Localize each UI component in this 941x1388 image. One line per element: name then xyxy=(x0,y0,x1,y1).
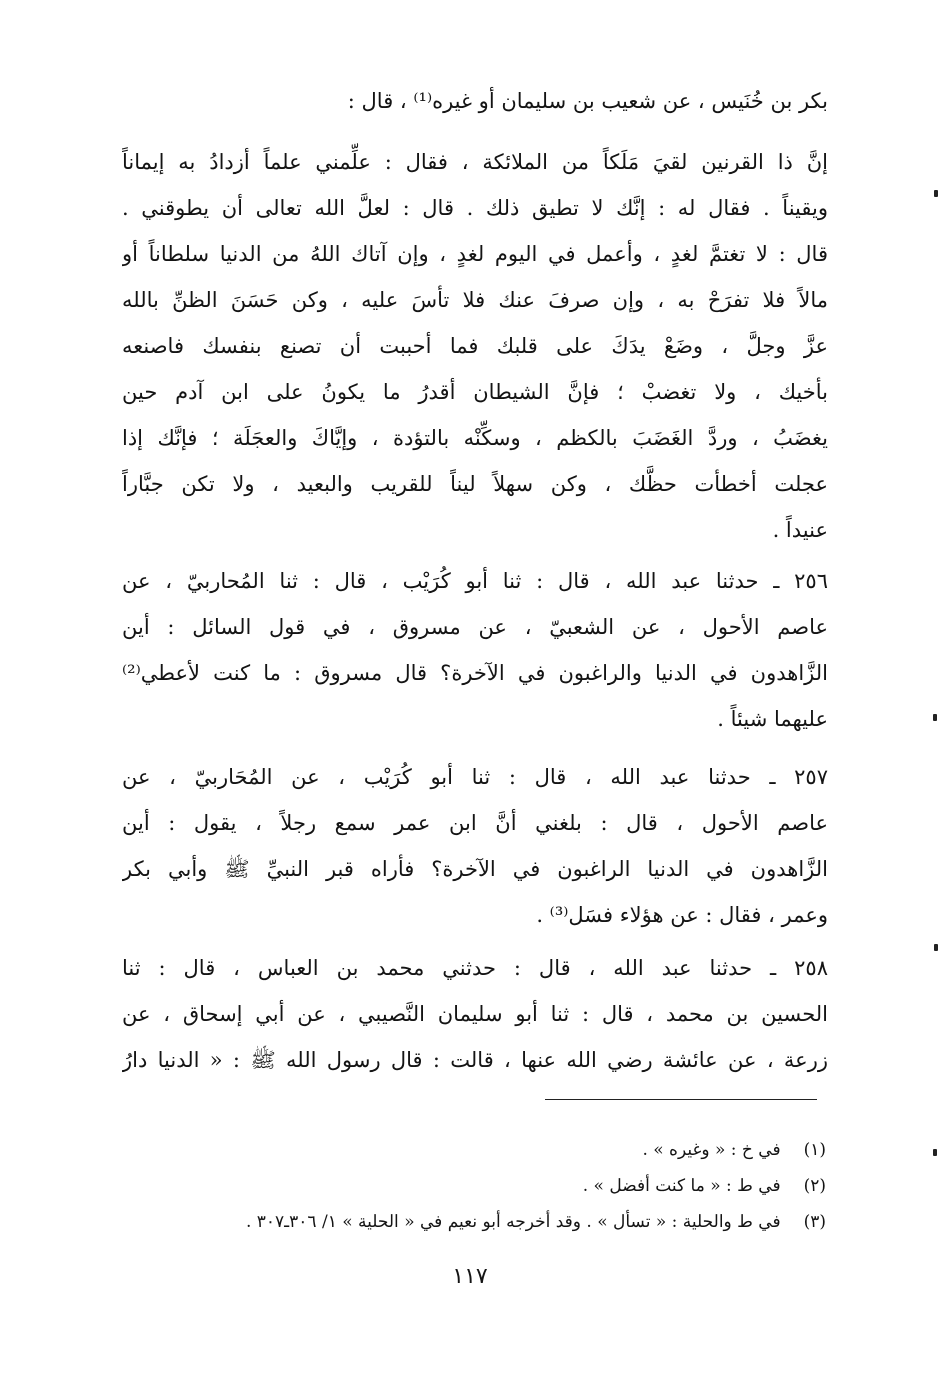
text-line: مالاً فلا تفرَحْ به ، وإن صرفَ عنك فلا تأسَ عليه ، وكن حَسَنَ الظنِّ بالله xyxy=(122,288,828,312)
text-line: الحسين بن محمد ، قال : ثنا أبو سليمان النَّصيبي ، عن أبي إسحاق ، عن xyxy=(122,1002,828,1026)
text-line: الزَّاهدون في الدنيا الراغبون في الآخرة؟ فأراه قبر النبيِّ ﷺ وأبي بكر xyxy=(122,857,828,881)
text-line: ويقيناً . فقال له : إنَّك لا تطيق ذلك . قال : لعلَّ الله تعالى أن يطوقني . xyxy=(122,196,828,220)
page-number: ١١٧ xyxy=(452,1264,488,1289)
text-line: زرعة ، عن عائشة رضي الله عنها ، قالت : قال رسول الله ﷺ : « الدنيا دارُ xyxy=(122,1048,828,1072)
text-line: ٢٥٦ ـ حدثنا عبد الله ، قال : ثنا أبو كُرَيْب ، قال : ثنا المُحاربيّ ، عن xyxy=(122,569,828,593)
intro-text xyxy=(122,78,828,124)
text-line: ٢٥٧ ـ حدثنا عبد الله ، قال : ثنا أبو كُرَيْب ، عن المُحَاربيّ ، عن xyxy=(122,765,828,789)
hadith-257-paragraph xyxy=(122,754,828,938)
text-line: عاصم الأحول ، قال : بلغني أنَّ ابن عمر سمع رجلاً ، يقول : أين xyxy=(122,811,828,835)
footnote-item xyxy=(150,1204,826,1240)
text-line: عليهما شيئاً . xyxy=(717,707,828,731)
hadith-258-paragraph xyxy=(122,945,828,1083)
text-line: عاصم الأحول ، عن الشعبيّ ، عن مسروق ، في قول السائل : أين xyxy=(122,615,828,639)
scan-speck xyxy=(933,1149,937,1156)
text-line: ٢٥٨ ـ حدثنا عبد الله ، قال : حدثني محمد بن العباس ، قال : ثنا xyxy=(122,956,828,980)
text-line: يغضَبُ ، وردَّ الغَضَبَ بالكظم ، وسكِّنْه بالتؤدة ، وإيَّاكَ والعجَلَة ؛ فإنَّك إذا xyxy=(122,426,828,450)
text-line: إنَّ ذا القرنين لقيَ مَلَكاً من الملائكة ، فقال : علِّمني علماً أزدادُ به إيماناً xyxy=(122,150,828,174)
text-line: عجلت أخطأت حظَّك ، وكن سهلاً ليناً للقريب والبعيد ، ولا تكن جبَّاراً xyxy=(122,472,828,496)
footnote-text: في ط والحلية : « تسأل » . وقد أخرجه أبو نعيم في « الحلية » ١/ ٣٠٦ـ٣٠٧ . xyxy=(245,1212,781,1232)
quote-paragraph xyxy=(122,139,828,553)
text-line: قال : لا تغتمَّ لغدٍ ، وأعمل في اليوم لغدٍ ، وإن آتاك اللهُ من الدنيا سلطاناً أو xyxy=(122,242,828,266)
hadith-256-paragraph xyxy=(122,558,828,742)
scan-speck xyxy=(934,944,938,951)
footnote-separator xyxy=(545,1099,817,1100)
text-line: بكر بن خُنَيس ، عن شعيب بن سليمان أو غيره⁽¹⁾ ، قال : xyxy=(347,89,828,113)
scan-speck xyxy=(934,190,938,197)
footnote-item xyxy=(150,1132,826,1168)
footnote-number: (٢) xyxy=(803,1176,826,1196)
text-line: عنيداً . xyxy=(772,518,828,542)
footnote-text: في خ : « وغيره » . xyxy=(642,1140,781,1160)
text-line: بأخيك ، ولا تغضبْ ؛ فإنَّ الشيطان أقدرُ ما يكونُ على ابن آدم حين xyxy=(122,380,828,404)
text-line: الزَّاهدون في الدنيا والراغبون في الآخرة؟ قال مسروق : ما كنت لأعطي⁽²⁾ xyxy=(122,661,828,685)
footnote-text: في ط : « ما كنت أفضل » . xyxy=(582,1176,781,1196)
footnotes xyxy=(150,1132,826,1240)
scan-speck xyxy=(933,714,937,721)
footnote-number: (١) xyxy=(803,1140,826,1160)
footnote-item xyxy=(150,1168,826,1204)
text-line: عزَّ وجلَّ ، وضَعْ يدَكَ على قلبك فما أحببت أن تصنع بنفسك فاصنعه xyxy=(122,334,828,358)
text-line: وعمر ، فقال : عن هؤلاء فسَل⁽³⁾ . xyxy=(536,903,828,927)
footnote-number: (٣) xyxy=(803,1212,826,1232)
